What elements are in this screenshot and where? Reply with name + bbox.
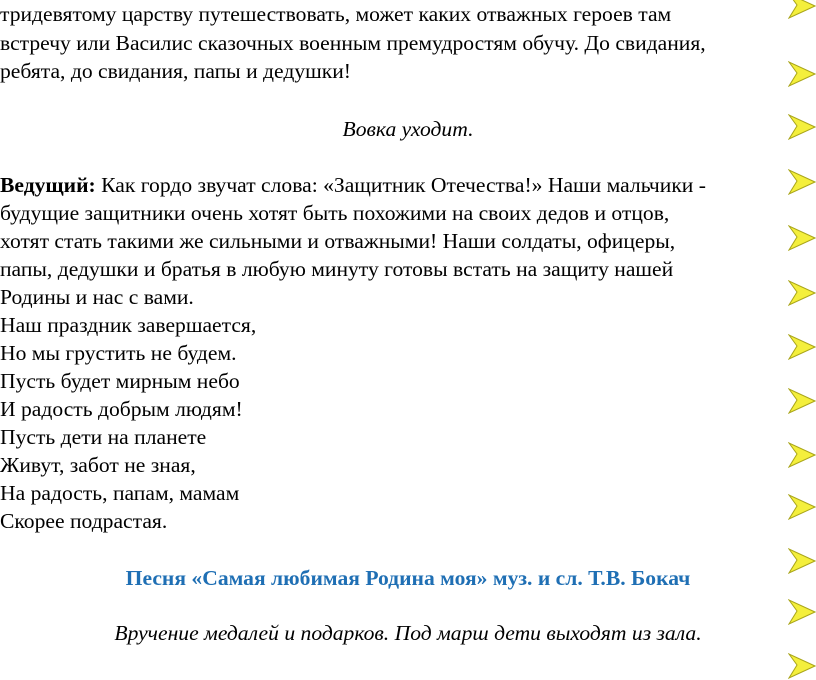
song-title: Песня «Самая любимая Родина моя» муз. и сл. Т.В. Бокач <box>125 566 691 590</box>
poem-line: Живут, забот не зная, <box>0 453 196 477</box>
star-icon <box>788 0 816 20</box>
text-line-3: ребята, до свидания, папы и дедушки! <box>0 59 351 83</box>
star-icon <box>788 493 816 521</box>
star-icon <box>788 547 816 575</box>
stage-direction-awards: Вручение медалей и подарков. Под марш дети выходят из зала. <box>114 621 702 645</box>
star-icon <box>788 333 816 361</box>
star-icon <box>788 387 816 415</box>
text-line-1: тридевятому царству путешествовать, может каких отважных героев там <box>0 2 672 26</box>
star-icon <box>788 441 816 469</box>
poem-line: Пусть дети на планете <box>0 425 207 449</box>
star-icon <box>788 279 816 307</box>
host-paragraph-line-5: Родины и нас с вами. <box>0 285 194 309</box>
host-text-1: Как гордо звучат слова: «Защитник Отечества!» Наши мальчики - <box>95 173 706 197</box>
poem-line: И радость добрым людям! <box>0 397 243 421</box>
poem-line: Скорее подрастая. <box>0 509 168 533</box>
text-line-2: встречу или Василис сказочных военным премудростям обучу. До свидания, <box>0 31 706 55</box>
poem-line: Пусть будет мирным небо <box>0 369 240 393</box>
star-icon <box>788 224 816 252</box>
star-icon <box>788 652 816 680</box>
star-border <box>786 0 816 675</box>
host-paragraph-line-4: папы, дедушки и братья в любую минуту готовы встать на защиту нашей <box>0 257 674 281</box>
poem-line: На радость, папам, мамам <box>0 481 240 505</box>
poem-line: Но мы грустить не будем. <box>0 341 237 365</box>
star-icon <box>788 60 816 88</box>
star-icon <box>788 113 816 141</box>
host-paragraph-line-2: будущие защитники очень хотят быть похожими на своих дедов и отцов, <box>0 201 670 225</box>
stage-direction-exit: Вовка уходит. <box>342 117 474 141</box>
poem-line: Наш праздник завершается, <box>0 313 257 337</box>
host-label: Ведущий: <box>0 173 96 197</box>
star-icon <box>788 598 816 626</box>
host-paragraph-line-3: хотят стать такими же сильными и отважными! Наши солдаты, офицеры, <box>0 229 676 253</box>
host-paragraph-line-1 <box>0 172 706 199</box>
star-icon <box>788 168 816 196</box>
